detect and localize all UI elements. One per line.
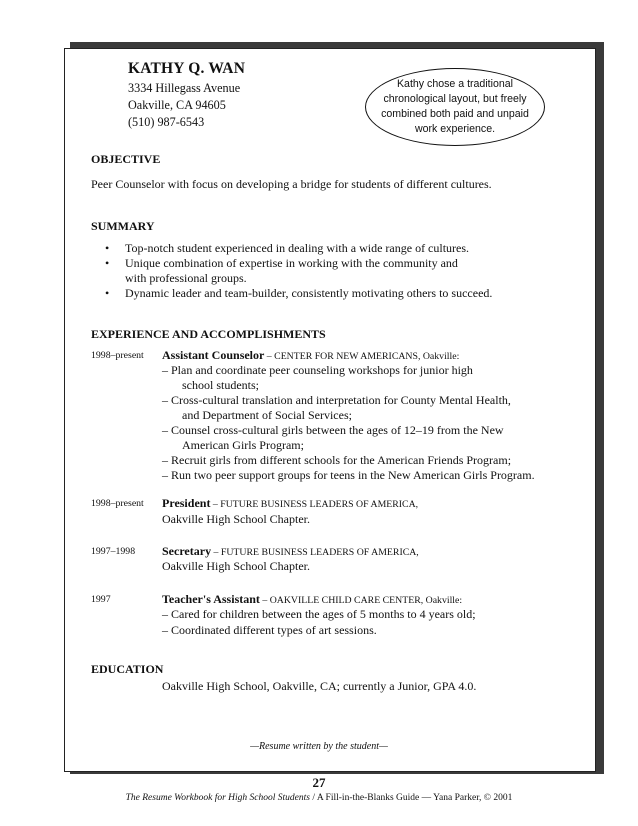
job-detail: – Cross-cultural translation and interpretation for County Mental Health,	[162, 393, 511, 407]
job-detail: – Cared for children between the ages of 5 months to 4 years old;	[162, 607, 476, 621]
experience-heading: EXPERIENCE AND ACCOMPLISHMENTS	[91, 327, 326, 341]
job-detail-continuation: American Girls Program;	[182, 438, 304, 452]
job-organization: – CENTER FOR NEW AMERICANS, Oakville:	[264, 351, 460, 362]
resume-name: KATHY Q. WAN	[128, 60, 246, 77]
page-number: 27	[312, 775, 326, 790]
job-date: 1998–present	[91, 350, 144, 361]
job-date: 1997–1998	[91, 546, 136, 557]
summary-item: Unique combination of expertise in working with the community and	[125, 256, 458, 270]
footer-book-title: The Resume Workbook for High School Students	[125, 793, 310, 803]
summary-bullet: •	[105, 256, 110, 270]
job-detail: – Run two peer support groups for teens in the New American Girls Program.	[162, 468, 535, 482]
job-detail: Oakville High School Chapter.	[162, 559, 310, 573]
annotation-callout	[365, 68, 545, 146]
job-date: 1998–present	[91, 498, 144, 509]
address-line-1: 3334 Hillegass Avenue	[128, 81, 241, 95]
callout-text: Kathy chose a traditional chronological layout, but freely combined both paid and unpaid work experience.	[381, 78, 529, 135]
phone-number: (510) 987-6543	[128, 115, 205, 129]
address-line-2: Oakville, CA 94605	[128, 98, 226, 112]
credit-line: —Resume written by the student—	[250, 741, 388, 752]
education-text: Oakville High School, Oakville, CA; currently a Junior, GPA 4.0.	[162, 679, 477, 693]
job-detail: – Counsel cross-cultural girls between the ages of 12–19 from the New	[162, 423, 504, 437]
job-title: President	[162, 496, 211, 510]
job-detail-continuation: school students;	[182, 378, 259, 392]
job-heading	[162, 592, 462, 607]
job-date: 1997	[91, 594, 111, 605]
summary-item: Dynamic leader and team-builder, consistently motivating others to succeed.	[125, 286, 493, 300]
footer-text	[0, 793, 638, 803]
summary-bullet: •	[105, 286, 110, 300]
job-detail: Oakville High School Chapter.	[162, 512, 310, 526]
job-organization: – FUTURE BUSINESS LEADERS OF AMERICA,	[211, 547, 419, 558]
job-detail: – Plan and coordinate peer counseling workshops for junior high	[162, 363, 473, 377]
job-detail-continuation: and Department of Social Services;	[182, 408, 352, 422]
summary-heading: SUMMARY	[91, 219, 155, 233]
footer-rest: / A Fill-in-the-Blanks Guide — Yana Parker, © 2001	[309, 793, 513, 803]
summary-item: Top-notch student experienced in dealing with a wide range of cultures.	[125, 241, 470, 255]
job-heading	[162, 544, 419, 559]
summary-bullet: •	[105, 241, 110, 255]
job-detail: – Recruit girls from different schools for the American Friends Program;	[162, 453, 512, 467]
job-organization: – FUTURE BUSINESS LEADERS OF AMERICA,	[210, 499, 419, 510]
job-detail: – Coordinated different types of art sessions.	[162, 623, 377, 637]
job-title: Teacher's Assistant	[162, 592, 260, 606]
job-heading	[162, 496, 418, 511]
job-title: Assistant Counselor	[162, 348, 265, 362]
summary-item-continuation: with professional groups.	[125, 271, 247, 285]
education-heading: EDUCATION	[91, 662, 164, 676]
job-title: Secretary	[162, 544, 212, 558]
objective-text: Peer Counselor with focus on developing a bridge for students of different cultures.	[91, 177, 492, 191]
job-heading	[162, 348, 459, 363]
job-organization: – OAKVILLE CHILD CARE CENTER, Oakville:	[259, 595, 463, 606]
objective-heading: OBJECTIVE	[91, 152, 161, 166]
